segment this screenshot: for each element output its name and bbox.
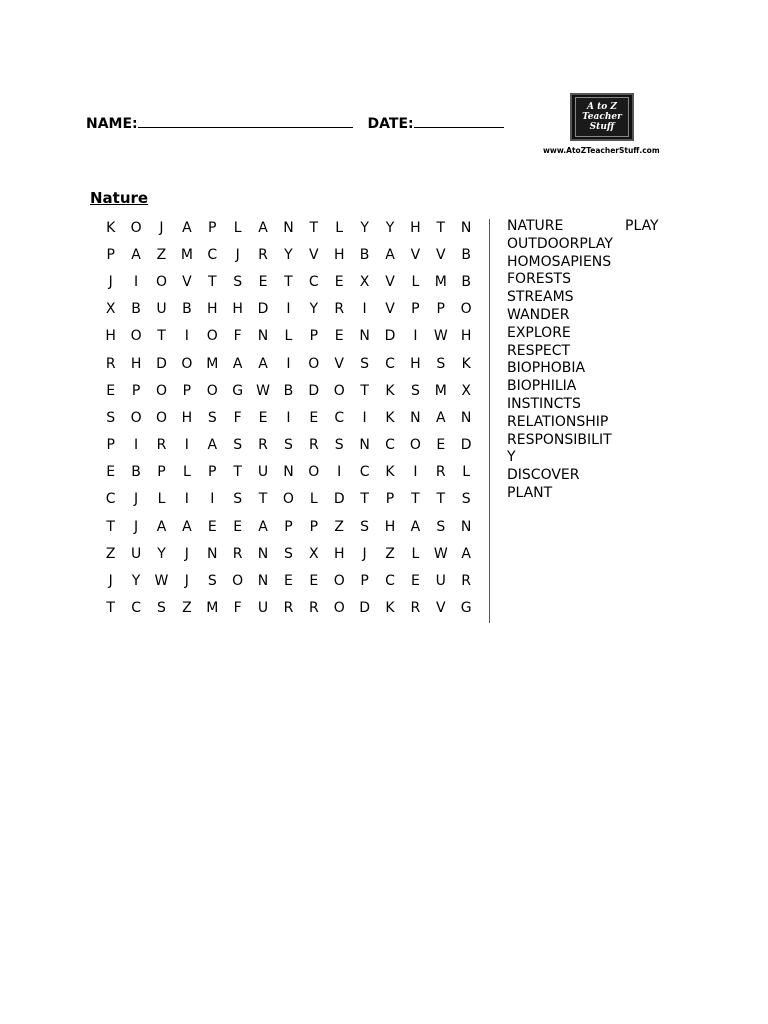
grid-row — [98, 214, 479, 241]
grid-letter: B — [182, 301, 192, 318]
grid-letter: N — [207, 545, 218, 562]
grid-letter: G — [460, 600, 472, 617]
grid-letter: N — [460, 219, 472, 236]
grid-letter: P — [208, 219, 217, 236]
grid-letter: R — [105, 355, 116, 372]
grid-letter: H — [105, 328, 116, 345]
grid-letter: K — [385, 600, 395, 617]
grid-letter: F — [233, 409, 242, 426]
grid-letter: M — [206, 600, 219, 617]
grid-letter: K — [385, 464, 395, 481]
grid-letter: P — [106, 437, 115, 454]
grid-letter: Y — [360, 219, 369, 236]
name-label: NAME: — [86, 116, 138, 132]
grid-letter: M — [434, 273, 447, 290]
word-list-item: Y — [507, 449, 516, 466]
grid-letter: E — [334, 273, 344, 290]
letter-grid — [98, 214, 479, 622]
grid-letter: E — [309, 573, 319, 590]
grid-letter: L — [335, 219, 344, 236]
grid-letter: S — [233, 273, 243, 290]
grid-letter: S — [207, 409, 217, 426]
grid-letter: O — [333, 600, 345, 617]
grid-letter: S — [106, 409, 116, 426]
grid-row — [98, 296, 479, 323]
grid-letter: V — [309, 246, 319, 263]
grid-letter: E — [258, 273, 268, 290]
grid-letter: V — [334, 355, 344, 372]
word-list-item: FORESTS — [507, 271, 571, 288]
grid-letter: Y — [309, 301, 319, 318]
word-list-item: OUTDOORPLAY — [507, 235, 613, 252]
grid-letter: J — [184, 573, 189, 590]
grid-letter: N — [460, 518, 472, 535]
grid-letter: O — [130, 328, 142, 345]
name-field-line[interactable] — [138, 113, 353, 128]
grid-letter: J — [134, 518, 139, 535]
grid-letter: I — [337, 464, 342, 481]
grid-letter: H — [333, 545, 345, 562]
grid-letter: O — [130, 409, 142, 426]
grid-letter: U — [435, 573, 446, 590]
grid-letter: O — [308, 464, 320, 481]
grid-letter: A — [182, 219, 192, 236]
grid-letter: O — [181, 355, 193, 372]
grid-letter: I — [184, 437, 189, 454]
grid-letter: H — [384, 518, 396, 535]
grid-letter: V — [385, 301, 395, 318]
grid-letter: U — [130, 545, 142, 562]
grid-letter: R — [308, 437, 319, 454]
grid-row — [98, 404, 479, 431]
grid-letter: Z — [156, 246, 167, 263]
grid-letter: O — [206, 382, 218, 399]
grid-letter: S — [157, 600, 166, 617]
grid-row — [98, 350, 479, 377]
grid-letter: L — [411, 545, 420, 562]
grid-letter: F — [233, 600, 242, 617]
grid-letter: L — [157, 491, 166, 508]
grid-letter: D — [384, 328, 396, 345]
grid-letter: H — [410, 355, 421, 372]
grid-letter: T — [284, 273, 293, 290]
grid-letter: C — [385, 355, 395, 372]
grid-letter: A — [258, 219, 268, 236]
word-list — [507, 218, 613, 503]
grid-letter: P — [385, 491, 395, 508]
grid-row — [98, 268, 479, 295]
grid-letter: S — [233, 491, 243, 508]
grid-letter: C — [105, 491, 116, 508]
grid-letter: E — [106, 382, 116, 399]
grid-letter: I — [413, 464, 418, 481]
grid-letter: A — [461, 545, 471, 562]
grid-letter: X — [105, 301, 116, 318]
grid-letter: O — [155, 273, 167, 290]
grid-letter: R — [410, 600, 421, 617]
grid-letter: O — [409, 437, 421, 454]
word-list-item: RELATIONSHIP — [507, 413, 609, 430]
grid-letter: N — [410, 409, 421, 426]
grid-letter: O — [308, 355, 320, 372]
grid-letter: Z — [182, 600, 192, 617]
grid-letter: L — [284, 328, 293, 345]
grid-letter: X — [309, 545, 319, 562]
grid-letter: T — [309, 219, 319, 236]
grid-letter: A — [156, 518, 167, 535]
grid-letter: G — [232, 382, 244, 399]
grid-letter: R — [156, 437, 167, 454]
grid-row — [98, 323, 479, 350]
grid-letter: S — [283, 437, 293, 454]
grid-letter: C — [385, 437, 395, 454]
grid-letter: O — [130, 219, 142, 236]
grid-letter: D — [257, 301, 269, 318]
grid-row — [98, 377, 479, 404]
grid-letter: V — [182, 273, 192, 290]
word-list-extra: PLAY — [625, 218, 659, 234]
grid-letter: I — [286, 301, 291, 318]
grid-letter: N — [257, 573, 269, 590]
grid-letter: M — [180, 246, 193, 263]
grid-letter: N — [283, 219, 294, 236]
grid-letter: Z — [105, 545, 116, 562]
grid-letter: J — [159, 219, 164, 236]
grid-letter: E — [106, 464, 116, 481]
grid-letter: X — [359, 273, 370, 290]
grid-letter: O — [155, 382, 167, 399]
header — [86, 113, 504, 132]
word-list-item: BIOPHILIA — [507, 378, 577, 395]
grid-letter: E — [258, 409, 268, 426]
word-list-item: BIOPHOBIA — [507, 360, 586, 377]
date-label: DATE: — [367, 116, 414, 132]
grid-letter: T — [207, 273, 217, 290]
grid-letter: N — [257, 328, 269, 345]
grid-letter: A — [258, 355, 268, 372]
grid-letter: R — [258, 246, 268, 263]
grid-letter: P — [309, 518, 319, 535]
grid-letter: R — [258, 437, 268, 454]
grid-letter: C — [207, 246, 218, 263]
grid-letter: E — [436, 437, 446, 454]
grid-letter: N — [283, 464, 294, 481]
grid-letter: H — [206, 301, 218, 318]
grid-letter: Y — [385, 219, 395, 236]
grid-letter: R — [334, 301, 345, 318]
grid-letter: E — [233, 518, 243, 535]
grid-letter: A — [207, 437, 218, 454]
word-list-item: EXPLORE — [507, 324, 571, 341]
grid-letter: J — [235, 246, 240, 263]
grid-letter: J — [184, 545, 189, 562]
grid-letter: J — [362, 545, 367, 562]
logo-text — [575, 97, 629, 137]
grid-row — [98, 595, 479, 622]
grid-letter: I — [362, 409, 367, 426]
grid-letter: B — [461, 246, 471, 263]
grid-letter: S — [233, 437, 243, 454]
grid-letter: O — [282, 491, 294, 508]
grid-letter: V — [435, 600, 446, 617]
grid-letter: H — [232, 301, 243, 318]
grid-letter: D — [333, 491, 345, 508]
grid-letter: D — [359, 600, 370, 617]
grid-letter: E — [309, 409, 319, 426]
logo-line-2: Teacher — [582, 112, 622, 122]
word-list-item: HOMOSAPIENS — [507, 253, 612, 270]
grid-letter: A — [131, 246, 141, 263]
grid-letter: L — [182, 464, 191, 481]
grid-letter: X — [461, 382, 471, 399]
grid-letter: Y — [284, 246, 293, 263]
grid-letter: R — [308, 600, 319, 617]
divider — [489, 219, 490, 623]
grid-row — [98, 513, 479, 540]
grid-letter: O — [155, 409, 167, 426]
grid-letter: N — [257, 545, 269, 562]
grid-letter: T — [436, 491, 446, 508]
grid-letter: B — [131, 301, 141, 318]
word-list-item: WANDER — [507, 306, 570, 323]
grid-letter: D — [308, 382, 320, 399]
grid-letter: T — [360, 382, 369, 399]
grid-letter: T — [258, 491, 268, 508]
grid-letter: K — [385, 409, 395, 426]
grid-letter: U — [257, 464, 269, 481]
grid-letter: R — [435, 464, 446, 481]
grid-letter: Z — [334, 518, 344, 535]
grid-letter: O — [232, 573, 244, 590]
grid-letter: B — [359, 246, 370, 263]
grid-letter: P — [157, 464, 166, 481]
grid-letter: S — [207, 573, 217, 590]
atoz-logo — [570, 93, 634, 141]
grid-letter: I — [184, 328, 189, 345]
grid-letter: A — [435, 409, 446, 426]
grid-letter: E — [207, 518, 217, 535]
grid-row — [98, 432, 479, 459]
grid-letter: J — [108, 273, 113, 290]
grid-letter: H — [181, 409, 193, 426]
grid-row — [98, 241, 479, 268]
grid-letter: H — [130, 355, 142, 372]
grid-letter: S — [283, 545, 293, 562]
grid-letter: V — [410, 246, 421, 263]
grid-letter: S — [360, 355, 370, 372]
grid-letter: I — [134, 273, 139, 290]
grid-row — [98, 567, 479, 594]
grid-letter: D — [460, 437, 472, 454]
grid-letter: B — [283, 382, 294, 399]
grid-letter: P — [131, 382, 141, 399]
grid-letter: J — [134, 491, 139, 508]
grid-letter: P — [309, 328, 319, 345]
grid-letter: R — [283, 600, 294, 617]
grid-row — [98, 540, 479, 567]
logo-line-1: A to Z — [587, 102, 617, 112]
grid-letter: O — [333, 382, 345, 399]
grid-letter: R — [461, 573, 472, 590]
grid-letter: W — [256, 382, 270, 399]
grid-letter: I — [210, 491, 215, 508]
grid-letter: P — [182, 382, 192, 399]
grid-letter: T — [233, 464, 242, 481]
grid-letter: T — [411, 491, 420, 508]
grid-letter: U — [156, 301, 167, 318]
grid-letter: I — [413, 328, 418, 345]
word-list-item: RESPONSIBILIT — [507, 431, 612, 448]
grid-letter: O — [206, 328, 218, 345]
grid-letter: I — [286, 409, 291, 426]
grid-letter: Z — [385, 545, 395, 562]
grid-letter: S — [436, 518, 446, 535]
grid-letter: I — [286, 355, 291, 372]
puzzle-title: Nature — [90, 189, 149, 207]
grid-letter: P — [106, 246, 115, 263]
grid-letter: A — [385, 246, 395, 263]
grid-letter: C — [334, 409, 345, 426]
grid-letter: F — [233, 328, 242, 345]
grid-letter: N — [359, 437, 370, 454]
grid-letter: V — [385, 273, 395, 290]
grid-letter: M — [206, 355, 219, 372]
grid-letter: A — [258, 518, 268, 535]
grid-letter: T — [157, 328, 166, 345]
grid-letter: P — [284, 518, 293, 535]
logo-url: www.AtoZTeacherStuff.com — [543, 146, 660, 155]
grid-letter: D — [156, 355, 167, 372]
grid-letter: E — [334, 328, 344, 345]
word-list-item: INSTINCTS — [507, 395, 581, 412]
grid-letter: V — [435, 246, 446, 263]
word-list-item: PLANT — [507, 484, 553, 501]
grid-letter: S — [410, 382, 420, 399]
grid-letter: L — [309, 491, 318, 508]
grid-letter: W — [154, 573, 169, 590]
grid-letter: C — [131, 600, 141, 617]
grid-letter: U — [257, 600, 269, 617]
grid-letter: A — [410, 518, 421, 535]
grid-letter: H — [410, 219, 421, 236]
grid-letter: L — [233, 219, 242, 236]
grid-letter: L — [411, 273, 420, 290]
grid-letter: L — [462, 464, 471, 481]
grid-letter: C — [308, 273, 319, 290]
grid-letter: T — [436, 219, 446, 236]
word-list-item: STREAMS — [507, 289, 574, 306]
word-list-item: RESPECT — [507, 342, 571, 359]
grid-letter: I — [184, 491, 189, 508]
grid-letter: A — [232, 355, 243, 372]
grid-letter: B — [461, 273, 471, 290]
grid-letter: O — [333, 573, 345, 590]
grid-letter: P — [208, 464, 217, 481]
grid-letter: Y — [131, 573, 141, 590]
grid-letter: P — [411, 301, 420, 318]
word-list-item: DISCOVER — [507, 467, 580, 484]
grid-letter: K — [461, 355, 471, 372]
grid-letter: W — [433, 545, 448, 562]
grid-letter: K — [106, 219, 116, 236]
grid-letter: S — [334, 437, 344, 454]
grid-letter: I — [362, 301, 367, 318]
grid-letter: N — [460, 409, 472, 426]
grid-letter: E — [410, 573, 420, 590]
grid-letter: S — [436, 355, 446, 372]
grid-row — [98, 459, 479, 486]
grid-letter: R — [232, 545, 243, 562]
grid-letter: B — [131, 464, 141, 481]
grid-letter: C — [385, 573, 395, 590]
word-list-item: NATURE — [507, 218, 564, 234]
grid-letter: Y — [157, 545, 166, 562]
grid-letter: M — [434, 382, 447, 399]
grid-letter: A — [182, 518, 192, 535]
grid-letter: P — [360, 573, 369, 590]
grid-letter: C — [359, 464, 370, 481]
logo-line-3: Stuff — [589, 122, 615, 132]
grid-letter: H — [460, 328, 472, 345]
grid-letter: E — [284, 573, 293, 590]
grid-letter: O — [460, 301, 472, 318]
grid-letter: T — [106, 518, 115, 535]
grid-letter: N — [359, 328, 370, 345]
grid-letter: W — [433, 328, 448, 345]
grid-letter: S — [461, 491, 471, 508]
grid-letter: S — [360, 518, 370, 535]
grid-letter: I — [134, 437, 139, 454]
grid-letter: P — [436, 301, 445, 318]
grid-letter: H — [333, 246, 345, 263]
grid-letter: K — [385, 382, 395, 399]
grid-letter: J — [108, 573, 113, 590]
grid-letter: T — [360, 491, 369, 508]
grid-row — [98, 486, 479, 513]
grid-letter: T — [106, 600, 115, 617]
date-field-line[interactable] — [414, 113, 504, 128]
